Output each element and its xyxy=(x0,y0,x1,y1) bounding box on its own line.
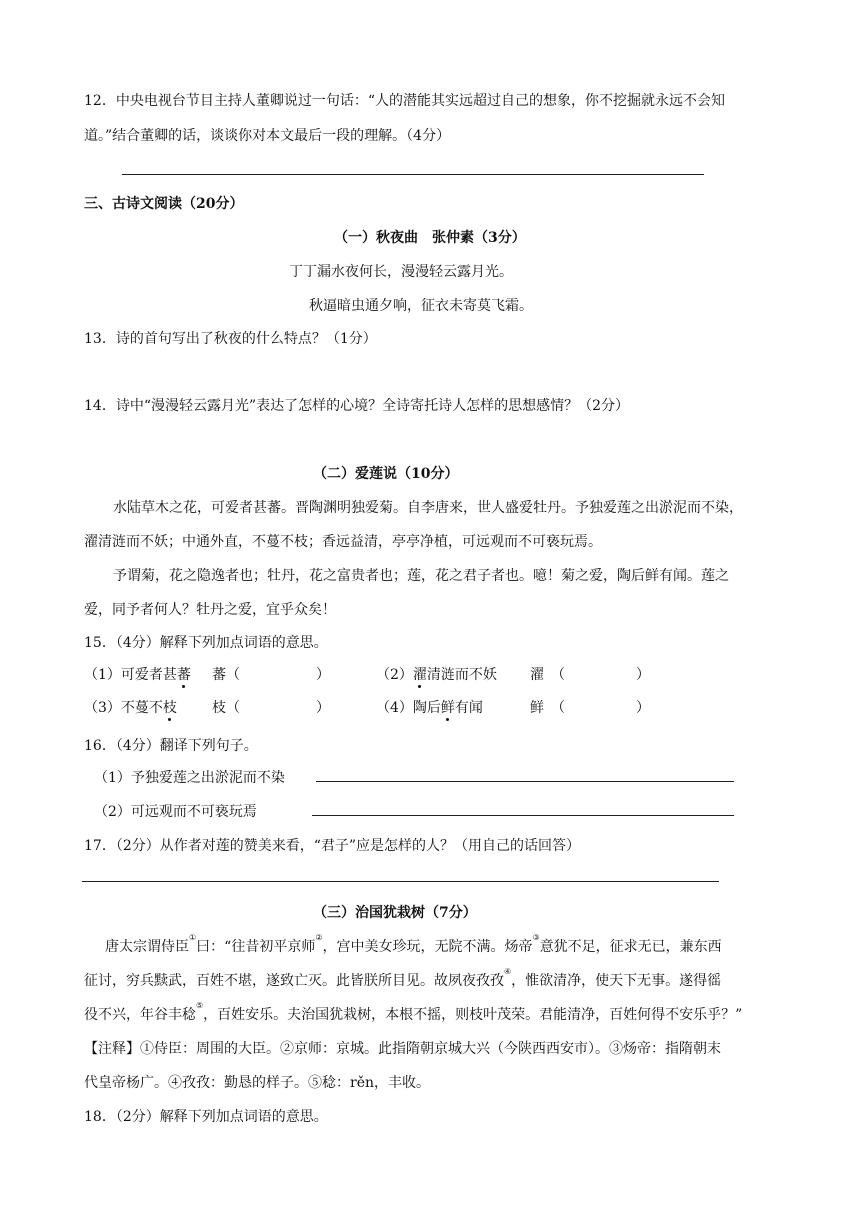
ailian-p1-line2: 濯清涟而不妖；中通外直，不蔓不枝；香远益清，亭亭净植，可远观而不可亵玩焉。 xyxy=(84,534,602,550)
q14: 14．诗中“漫漫轻云露月光”表达了怎样的心境？全诗寄托诗人怎样的思想感情？（2分） xyxy=(84,398,630,414)
poem-title: （一）秋夜曲 张仲素（3分） xyxy=(334,230,526,246)
zhiguo-notes-line1: 【注释】①侍臣：周围的大臣。②京师：京城。此指隋朝京城大兴（今陕西西安市）。③炀帝：指隋朝末 xyxy=(84,1041,721,1057)
q15-item2-close: ） xyxy=(636,667,650,683)
section3-title: 三、古诗文阅读（20分） xyxy=(84,196,244,212)
q15-item2-blank[interactable]: 濯 （ xyxy=(530,667,565,683)
footnote-ref-3: ③ xyxy=(532,933,540,942)
q16-s1: （1）予独爱莲之出淤泥而不染 xyxy=(94,770,285,786)
q17: 17．（2分）从作者对莲的赞美来看，“君子”应是怎样的人？（用自己的话回答） xyxy=(84,838,581,854)
q15-item1 xyxy=(84,664,191,684)
zhiguo-line2: 征讨，穷兵黩武，百姓不堪，遂致亡灭。此皆朕所目见。故夙夜孜孜④，惟欲清净，使天下无事。遂得徭 xyxy=(84,967,722,989)
q15-item3-close: ） xyxy=(316,700,330,716)
footnote-ref-1: ① xyxy=(189,933,197,942)
q15-item3-blank[interactable]: 枝（ xyxy=(212,700,240,716)
ailian-title: （二）爱莲说（10分） xyxy=(313,466,459,482)
ailian-p2-line2: 爱，同予者何人？牡丹之爱，宜乎众矣！ xyxy=(84,602,336,618)
q15-item4-close: ） xyxy=(636,700,650,716)
q15-item3: （3）不蔓不枝 xyxy=(84,700,177,716)
q12-line2: 道。”结合董卿的话，谈谈你对本文最后一段的理解。（4分） xyxy=(84,128,451,144)
q12-answer-line[interactable] xyxy=(122,174,704,175)
poem-line1: 丁丁漏水夜何长，漫漫轻云露月光。 xyxy=(289,264,513,280)
q16-s2: （2）可远观而不可亵玩焉 xyxy=(94,804,257,820)
zhiguo-line3: 役不兴，年谷丰稔⑤，百姓安乐。夫治国犹栽树，本根不摇，则枝叶茂荣。君能清净，百姓何得不安乐乎？” xyxy=(84,1001,743,1023)
q15-item4-dotted-word: 鲜 xyxy=(440,700,455,716)
q15-item2-dotted-word: 濯 xyxy=(412,667,427,683)
q15-item4-blank[interactable]: 鲜 （ xyxy=(530,700,565,716)
q15-item1-blank[interactable]: 蕃（ xyxy=(212,667,240,683)
q15-item1-dotted-word: 蕃 xyxy=(176,667,191,683)
q15-item1-text: （1）可爱者甚 xyxy=(84,667,177,683)
zhiguo-notes-line2: 代皇帝杨广。④孜孜：勤恳的样子。⑤稔：rěn，丰收。 xyxy=(84,1075,430,1091)
ailian-p2-line1: 予谓菊，花之隐逸者也；牡丹，花之富贵者也；莲，花之君子者也。噫！菊之爱，陶后鲜有闻。莲之 xyxy=(113,568,729,584)
q13: 13．诗的首句写出了秋夜的什么特点？（1分） xyxy=(84,331,377,347)
q15-item1-close: ） xyxy=(316,667,330,683)
q16-s2-answer-line[interactable] xyxy=(312,815,734,816)
q17-answer-line[interactable] xyxy=(82,881,719,882)
zhiguo-line1: 唐太宗谓侍臣①曰：“往昔初平京师②，宫中美女珍玩，无院不满。炀帝③意犹不足，征求无已，兼东西 xyxy=(105,933,722,955)
q16-s1-answer-line[interactable] xyxy=(316,781,734,782)
poem-line2: 秋逼暗虫通夕响，征衣未寄莫飞霜。 xyxy=(309,298,533,314)
q18: 18．（2分）解释下列加点词语的意思。 xyxy=(84,1109,328,1125)
ailian-p1-line1: 水陆草木之花，可爱者甚蕃。晋陶渊明独爱菊。自李唐来，世人盛爱牡丹。予独爱莲之出淤泥而不染， xyxy=(113,500,743,516)
q15-item3-dotted-word: 枝 xyxy=(162,700,177,716)
q15-stem: 15．（4分）解释下列加点词语的意思。 xyxy=(84,635,328,651)
zhiguo-title: （三）治国犹栽树（7分） xyxy=(313,905,477,921)
q15-item4: （4）陶后鲜有闻 xyxy=(376,700,483,716)
footnote-ref-5: ⑤ xyxy=(196,1001,204,1010)
footnote-ref-2: ② xyxy=(315,933,323,942)
footnote-ref-4: ④ xyxy=(504,967,512,976)
q12-line1: 12．中央电视台节目主持人董卿说过一句话：“人的潜能其实远超过自己的想象，你不挖掘就永远不会知 xyxy=(84,93,725,109)
q16-stem: 16．（4分）翻译下列句子。 xyxy=(84,738,258,754)
q15-item2: （2）濯清涟而不妖 xyxy=(376,667,497,683)
